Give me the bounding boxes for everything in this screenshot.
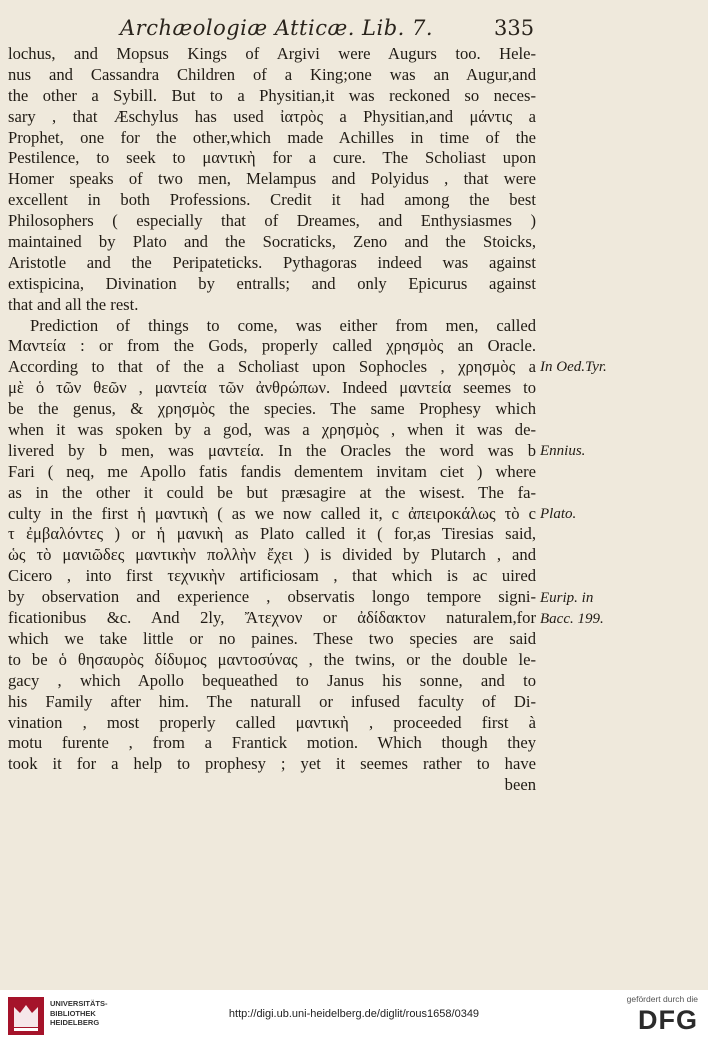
text-line: be the genus, & χρησμὸς the species. The same Prophesy which	[8, 399, 536, 419]
text-line: that and all the rest.	[8, 294, 139, 314]
funding-caption: gefördert durch die	[626, 994, 698, 1004]
page-number: 335	[494, 16, 535, 40]
text-line: by observation and experience , observatis longo tempore signi-	[8, 587, 536, 607]
text-line: motu furente , from a Frantick motion. Which though they	[8, 733, 536, 753]
library-line-1: UNIVERSITÄTS-	[50, 999, 108, 1008]
text-line: excellent in both Professions. Credit it had among the best	[8, 190, 536, 210]
text-line: Cicero , into first τεχνικὴν artificiosam , that which is ac uired	[8, 566, 536, 586]
text-line: ficationibus &c. And 2ly, Ἄτεχνον or ἀδίδακτον naturalem,for	[8, 608, 536, 628]
text-line: the other a Sybill. But to a Physitian,it was reckoned so neces-	[8, 85, 536, 105]
library-line-3: HEIDELBERG	[50, 1018, 100, 1027]
text-line: his Family after him. The naturall or infused faculty of Di-	[8, 691, 536, 711]
text-line: as in the other it could be but præsagire at the wisest. The fa-	[8, 482, 536, 502]
margin-note-d: Eurip. in	[540, 590, 594, 606]
text-line: Prophet, one for the other,which made Achilles in time of the	[8, 127, 536, 147]
catchword: been	[504, 775, 536, 795]
text-line: livered by b men, was μαντεία. In the Oracles the word was b	[8, 440, 536, 460]
text-line: sary , that Æschylus has used ἰατρὸς a Physitian,and μάντις a	[8, 106, 536, 126]
text-line: which we take little or no paines. These two species are said	[8, 628, 536, 648]
paragraph-start-line: Prediction of things to come, was either from men, called	[30, 315, 536, 335]
permalink-url[interactable]: http://digi.ub.uni-heidelberg.de/diglit/rous1658/0349	[228, 1008, 480, 1020]
library-line-2: BIBLIOTHEK	[50, 1008, 96, 1018]
text-line: According to that of the a Scholiast upon Sophocles , χρησμὸς a	[8, 357, 536, 377]
margin-note-e: Bacc. 199.	[540, 611, 604, 627]
text-line: lochus, and Mopsus Kings of Argivi were Augurs too. Hele-	[8, 44, 536, 63]
dfg-logo: DFG	[638, 1005, 698, 1035]
text-line: Homer speaks of two men, Melampus and Polyidus , that were	[8, 169, 536, 189]
text-line: vination , most properly called μαντικὴ , proceeded first à	[8, 712, 536, 732]
margin-note-b: Ennius.	[540, 443, 586, 459]
text-line: gacy , which Apollo bequeathed to Janus his sonne, and to	[8, 670, 536, 690]
text-line: culty in the first ἡ μαντικὴ ( as we now called it, c ἀπειροκάλως τὸ c	[8, 503, 536, 523]
text-line: Philosophers ( especially that of Dreames, and Enthysiasmes )	[8, 211, 536, 231]
text-line: took it for a help to prophesy ; yet it seemes rather to have	[8, 754, 536, 774]
body-text	[8, 44, 536, 796]
text-line: τ ἐμβαλόντες ) or ἡ μανικὴ as Plato called it ( for,as Tiresias said,	[8, 524, 536, 544]
text-line: maintained by Plato and the Socraticks, Zeno and the Stoicks,	[8, 232, 536, 252]
text-line: Aristotle and the Peripateticks. Pythagoras indeed was against	[8, 252, 536, 272]
text-line: Fari ( neq, me Apollo fatis fandis dementem invitam ciet ) where	[8, 461, 536, 481]
margin-note-c: Plato.	[540, 506, 577, 522]
text-line: Μαντεία : or from the Gods, properly called χρησμὸς an Oracle.	[8, 336, 536, 356]
margin-note-a: In Oed.Tyr.	[540, 359, 607, 375]
page-header	[0, 6, 708, 42]
text-line: μὲ ὁ τῶν θεῶν , μαντεία τῶν ἀνθρώπων. Indeed μαντεία seemes to	[8, 378, 536, 398]
running-title: Archæologiæ Atticæ. Lib. 7.	[120, 16, 434, 40]
text-line: to be ὁ θησαυρὸς δίδυμος μαντοσύνας , the twins, or the double le-	[8, 649, 536, 669]
viewer-footer	[0, 990, 708, 1042]
text-line: when it was spoken by a god, was a χρησμὸς , when it was de-	[8, 420, 536, 440]
text-line: Pestilence, to seek to μαντικὴ for a cure. The Scholiast upon	[8, 148, 536, 168]
text-line: extispicina, Divination by entralls; and only Epicurus against	[8, 273, 536, 293]
text-line: ὡς τὸ μανιῶδες μαντικὴν πολλὴν ἔχει ) is divided by Plutarch , and	[8, 545, 536, 565]
text-line: nus and Cassandra Children of a King;one was an Augur,and	[8, 64, 536, 84]
